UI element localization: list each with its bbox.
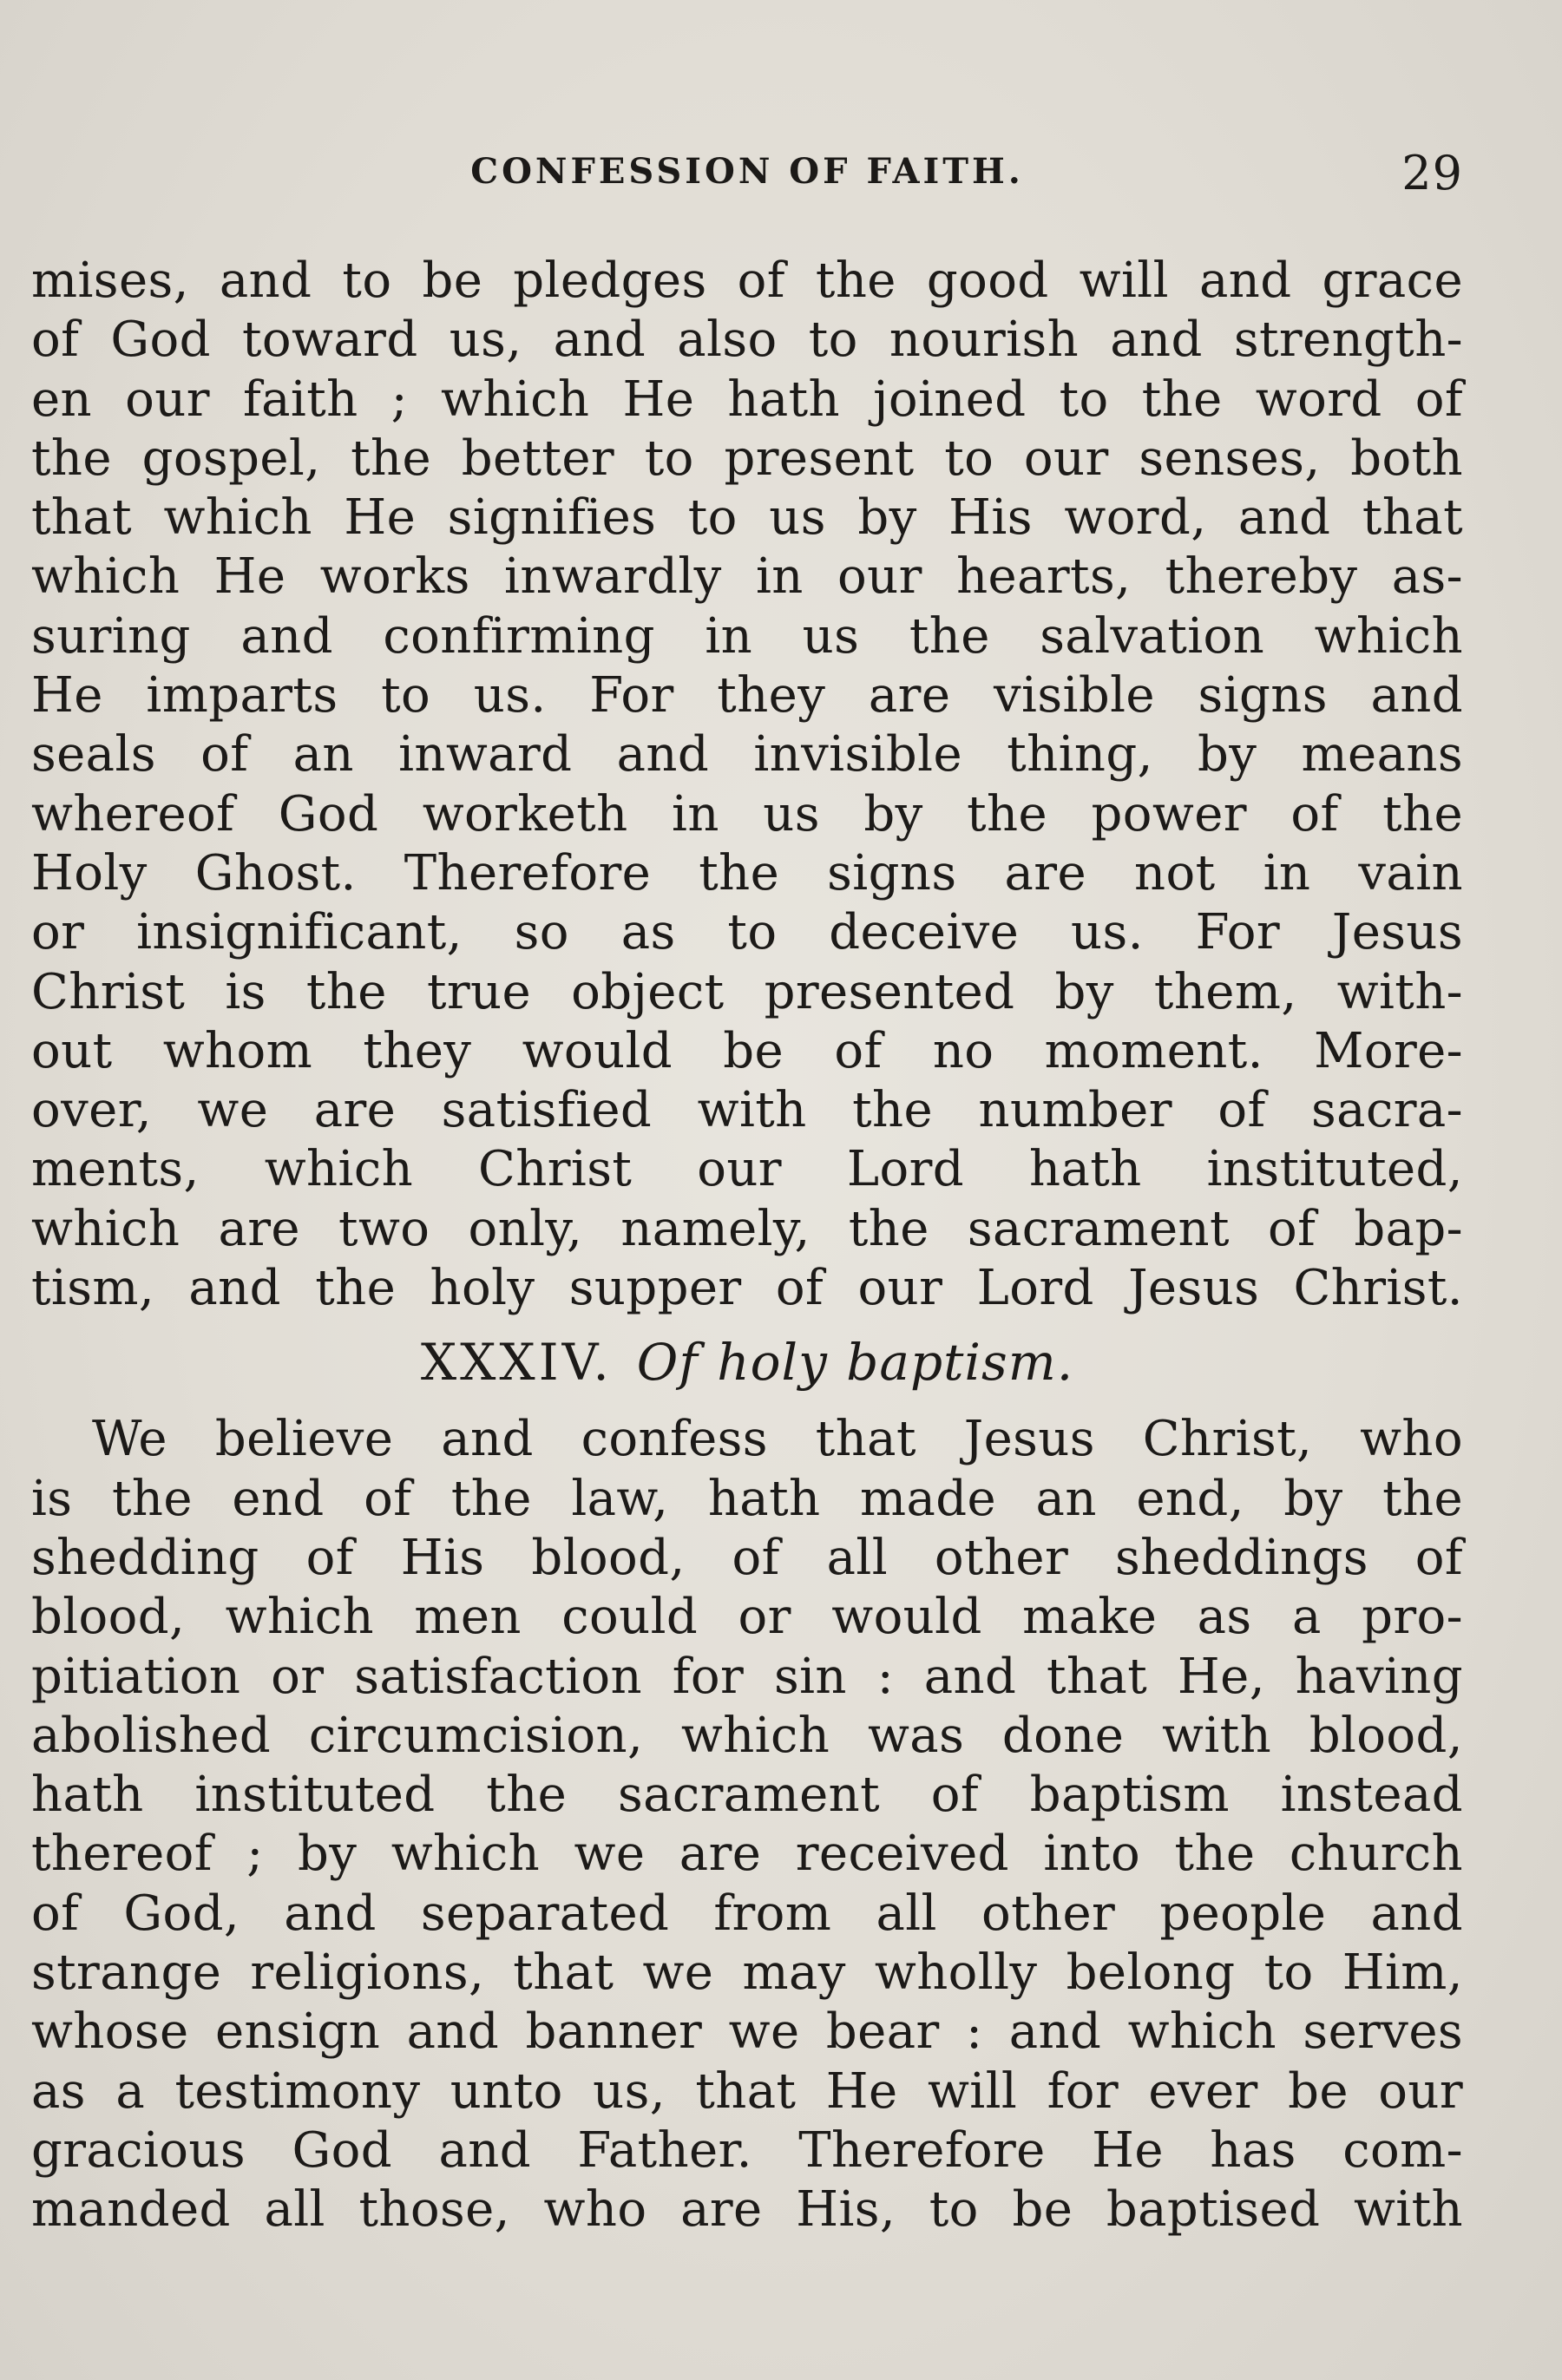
text-line: Holy Ghost. Therefore the signs are not in vain	[31, 844, 1463, 902]
text-line: or insignificant, so as to deceive us. For Jesus	[31, 904, 1463, 961]
paragraph-continued	[31, 252, 1463, 1318]
text-line: gracious God and Father. Therefore He has com-	[31, 2121, 1463, 2179]
section-number: XXXIV.	[420, 1333, 613, 1393]
text-line: over, we are satisfied with the number of sacra-	[31, 1082, 1463, 1139]
section-heading	[31, 1315, 1463, 1410]
text-line: He imparts to us. For they are visible signs and	[31, 667, 1463, 724]
text-line: that which He signifies to us by His word, and that	[31, 489, 1463, 547]
text-line: abolished circumcision, which was done with blood,	[31, 1707, 1463, 1764]
text-line: shedding of His blood, of all other sheddings of	[31, 1529, 1463, 1586]
text-line: We believe and confess that Jesus Christ, who	[92, 1411, 1463, 1468]
text-line: thereof ; by which we are received into the church	[31, 1826, 1463, 1883]
text-line: which are two only, namely, the sacrament of bap-	[31, 1200, 1463, 1257]
text-line: pitiation or satisfaction for sin : and that He, having	[31, 1648, 1463, 1705]
text-line: of God toward us, and also to nourish and strength-	[31, 311, 1463, 369]
text-line: is the end of the law, hath made an end, by the	[31, 1470, 1463, 1527]
text-line: whose ensign and banner we bear : and which serves	[31, 2003, 1463, 2061]
text-line: suring and confirming in us the salvation which	[31, 607, 1463, 665]
text-line: as a testimony unto us, that He will for ever be our	[31, 2062, 1463, 2120]
text-line: ments, which Christ our Lord hath instituted,	[31, 1141, 1463, 1198]
text-line: manded all those, who are His, to be baptised with	[31, 2181, 1463, 2239]
text-line: Christ is the true object presented by them, with-	[31, 963, 1463, 1020]
text-line: the gospel, the better to present to our senses, both	[31, 429, 1463, 487]
text-line: en our faith ; which He hath joined to the word of	[31, 370, 1463, 428]
text-line: strange religions, that we may wholly belong to Him,	[31, 1944, 1463, 2002]
text-line: out whom they would be of no moment. More-	[31, 1022, 1463, 1079]
text-line: seals of an inward and invisible thing, by means	[31, 726, 1463, 783]
section-title: Of holy baptism.	[636, 1333, 1074, 1393]
page-number: 29	[1401, 146, 1463, 200]
paragraph-baptism	[31, 1410, 1463, 2239]
text-line: blood, which men could or would make as a pro-	[31, 1589, 1463, 1646]
text-line: tism, and the holy supper of our Lord Jesus Christ.	[31, 1260, 1463, 1317]
page-header	[31, 146, 1463, 207]
running-title: CONFESSION OF FAITH.	[470, 151, 1024, 192]
text-line: hath instituted the sacrament of baptism instead	[31, 1767, 1463, 1824]
text-line: mises, and to be pledges of the good will and grace	[31, 252, 1463, 309]
body-text	[31, 252, 1463, 2240]
text-line: of God, and separated from all other people and	[31, 1885, 1463, 1942]
text-line: whereof God worketh in us by the power of the	[31, 785, 1463, 843]
text-line: which He works inwardly in our hearts, thereby as-	[31, 548, 1463, 606]
